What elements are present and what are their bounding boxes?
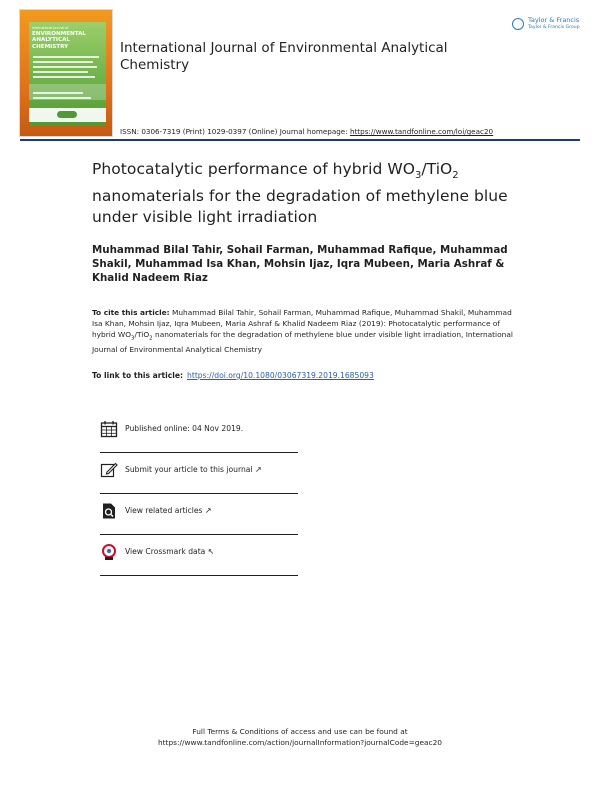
crossmark-row[interactable] xyxy=(100,537,298,575)
citation-subscript-3: 3 xyxy=(131,335,135,342)
crossmark-icon xyxy=(100,543,118,561)
publisher-logo-icon xyxy=(512,18,524,30)
cover-title-line4: CHEMISTRY xyxy=(32,43,69,50)
external-link-icon: ↗ xyxy=(204,506,212,515)
footer-terms-text: Full Terms & Conditions of access and use can be found at xyxy=(192,727,408,736)
cover-publisher-mark xyxy=(57,111,77,118)
cover-title-line1: International Journal of xyxy=(32,26,69,30)
citation-text-2: nanomaterials for the degradation of methylene blue under visible light irradiation, International Journal of Environmental Analytical Chemistry xyxy=(92,330,513,355)
cover-title-line3: ANALYTICAL xyxy=(32,37,70,44)
journal-homepage-link[interactable]: https://www.tandfonline.com/loi/geac20 xyxy=(349,127,494,136)
article-authors: Muhammad Bilal Tahir, Sohail Farman, Muhammad Rafique, Muhammad Shakil, Muhammad Isa Khan, Mohsin Ijaz, Iqra Mubeen, Maria Ashraf & Khalid Nadeem Riaz xyxy=(92,244,508,284)
cover-title-line2: ENVIRONMENTAL xyxy=(32,31,87,37)
citation-block xyxy=(92,307,522,355)
publisher-logo-name: Taylor & Francis xyxy=(528,16,580,24)
issn-text: ISSN: 0306-7319 (Print) 1029-0397 (Online) Journal homepage: xyxy=(120,127,350,136)
footer xyxy=(0,727,600,748)
journal-title: International Journal of Environmental Analytical Chemistry xyxy=(120,40,448,73)
document-search-icon xyxy=(100,502,118,520)
publisher-logo-group: Taylor & Francis Group xyxy=(528,25,580,30)
doi-label: To link to this article: xyxy=(92,371,184,380)
footer-terms-link[interactable]: https://www.tandfonline.com/action/journalInformation?journalCode=geac20 xyxy=(157,737,443,747)
citation-text-slash: /TiO xyxy=(134,330,150,339)
publisher-logo xyxy=(510,14,580,36)
crossmark-link[interactable]: View Crossmark data xyxy=(125,547,206,556)
submit-article-row[interactable] xyxy=(100,455,298,493)
submit-article-link[interactable]: Submit your article to this journal xyxy=(125,465,253,474)
article-title-text-1: Photocatalytic performance of hybrid WO xyxy=(92,160,415,178)
meta-divider-1 xyxy=(100,452,298,453)
journal-cover xyxy=(20,10,112,136)
meta-divider-4 xyxy=(100,575,298,576)
journal-cover-panel xyxy=(29,22,106,126)
crossmark-pointer-icon: ↖ xyxy=(207,547,215,556)
article-title-subscript-3: 3 xyxy=(414,170,422,182)
citation-label: To cite this article: xyxy=(92,308,170,317)
meta-divider-2 xyxy=(100,493,298,494)
article-title-text-slash: /TiO xyxy=(421,160,453,178)
calendar-icon xyxy=(100,420,118,438)
meta-divider-3 xyxy=(100,534,298,535)
article-title-text-2: nanomaterials for the degradation of methylene blue under visible light irradiation xyxy=(92,187,508,227)
external-link-icon: ↗ xyxy=(254,465,262,474)
published-date: Published online: 04 Nov 2019. xyxy=(125,424,244,433)
related-articles-link[interactable]: View related articles xyxy=(125,506,203,515)
doi-link[interactable]: https://doi.org/10.1080/03067319.2019.1685093 xyxy=(187,371,374,380)
doi-line xyxy=(92,371,374,380)
issn-line xyxy=(120,127,493,136)
published-row xyxy=(100,414,298,452)
header-divider xyxy=(20,139,580,141)
article-title-subscript-2: 2 xyxy=(452,170,459,182)
citation-text-1: Muhammad Bilal Tahir, Sohail Farman, Muhammad Rafique, Muhammad Shakil, Muhammad Isa Khan, Mohsin Ijaz, Iqra Mubeen, Maria Ashraf & Khalid Nadeem Riaz (2019): Photocatalytic performance of hybrid WO xyxy=(92,308,512,339)
article-title xyxy=(92,159,522,228)
related-articles-row[interactable] xyxy=(100,496,298,534)
edit-icon xyxy=(100,461,118,479)
citation-subscript-2: 2 xyxy=(149,335,153,342)
